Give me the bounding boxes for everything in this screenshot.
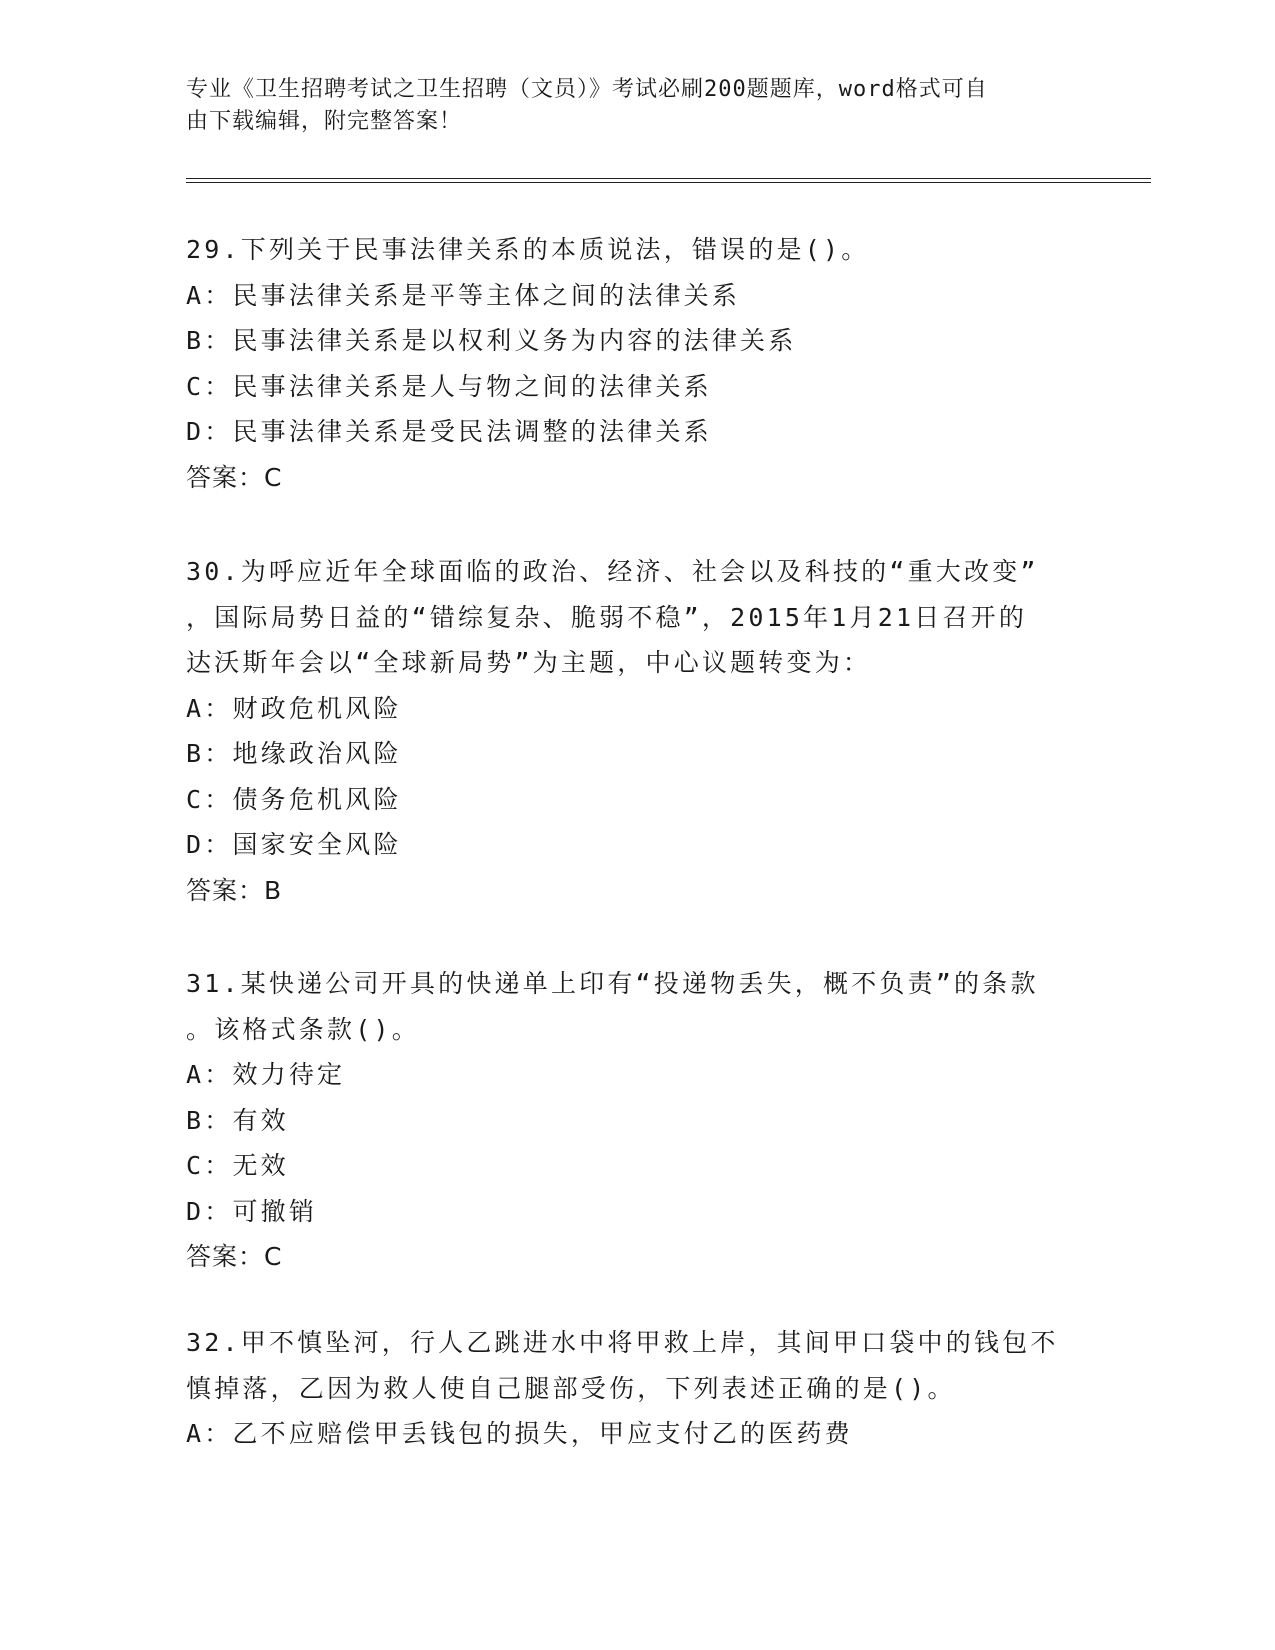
option-b: B：地缘政治风险: [186, 739, 402, 768]
question-text: 达沃斯年会以“全球新局势”为主题，中心议题转变为：: [186, 648, 872, 677]
option-a: A：财政危机风险: [186, 693, 402, 723]
question-text: 31.某快递公司开具的快递单上印有“投递物丢失，概不负责”的条款: [186, 969, 1039, 998]
option-d: D：国家安全风险: [186, 830, 402, 859]
question-text: 30.为呼应近年全球面临的政治、经济、社会以及科技的“重大改变”: [186, 557, 1039, 586]
option-c: C：民事法律关系是人与物之间的法律关系: [186, 371, 712, 401]
option-b: B：民事法律关系是以权利义务为内容的法律关系: [186, 326, 797, 355]
option-c: C：债务危机风险: [186, 784, 402, 814]
question-text: ，国际局势日益的“错综复杂、脆弱不稳”，2015年1月21日召开的: [186, 602, 1028, 632]
header-divider-top: [186, 178, 1151, 179]
answer: 答案：C: [186, 1242, 283, 1271]
question-text: 慎掉落，乙因为救人使自己腿部受伤，下列表述正确的是()。: [186, 1373, 956, 1403]
option-a: A：效力待定: [186, 1060, 346, 1089]
option-a: A：乙不应赔偿甲丢钱包的损失，甲应支付乙的医药费: [186, 1419, 853, 1448]
question-29: [186, 227, 1086, 500]
option-a: A：民事法律关系是平等主体之间的法律关系: [186, 280, 741, 310]
header-line-1: 专业《卫生招聘考试之卫生招聘（文员）》考试必刷200题题库，word格式可自: [186, 77, 988, 102]
document-header: [186, 74, 1066, 138]
answer: 答案：C: [186, 462, 283, 492]
option-d: D：可撤销: [186, 1196, 318, 1226]
question-text: 29.下列关于民事法律关系的本质说法，错误的是()。: [186, 235, 870, 264]
question-31: [186, 961, 1086, 1280]
option-c: C：无效: [186, 1151, 289, 1180]
question-text: 32.甲不慎坠河，行人乙跳进水中将甲救上岸，其间甲口袋中的钱包不: [186, 1328, 1059, 1357]
option-d: D：民事法律关系是受民法调整的法律关系: [186, 417, 712, 446]
option-b: B：有效: [186, 1105, 289, 1135]
question-30: [186, 549, 1086, 913]
question-text: 。该格式条款()。: [186, 1014, 420, 1044]
answer: 答案：B: [186, 875, 283, 905]
header-divider-bottom: [186, 182, 1151, 183]
header-line-2: 由下载编辑，附完整答案！: [186, 109, 463, 134]
question-32: [186, 1320, 1086, 1457]
